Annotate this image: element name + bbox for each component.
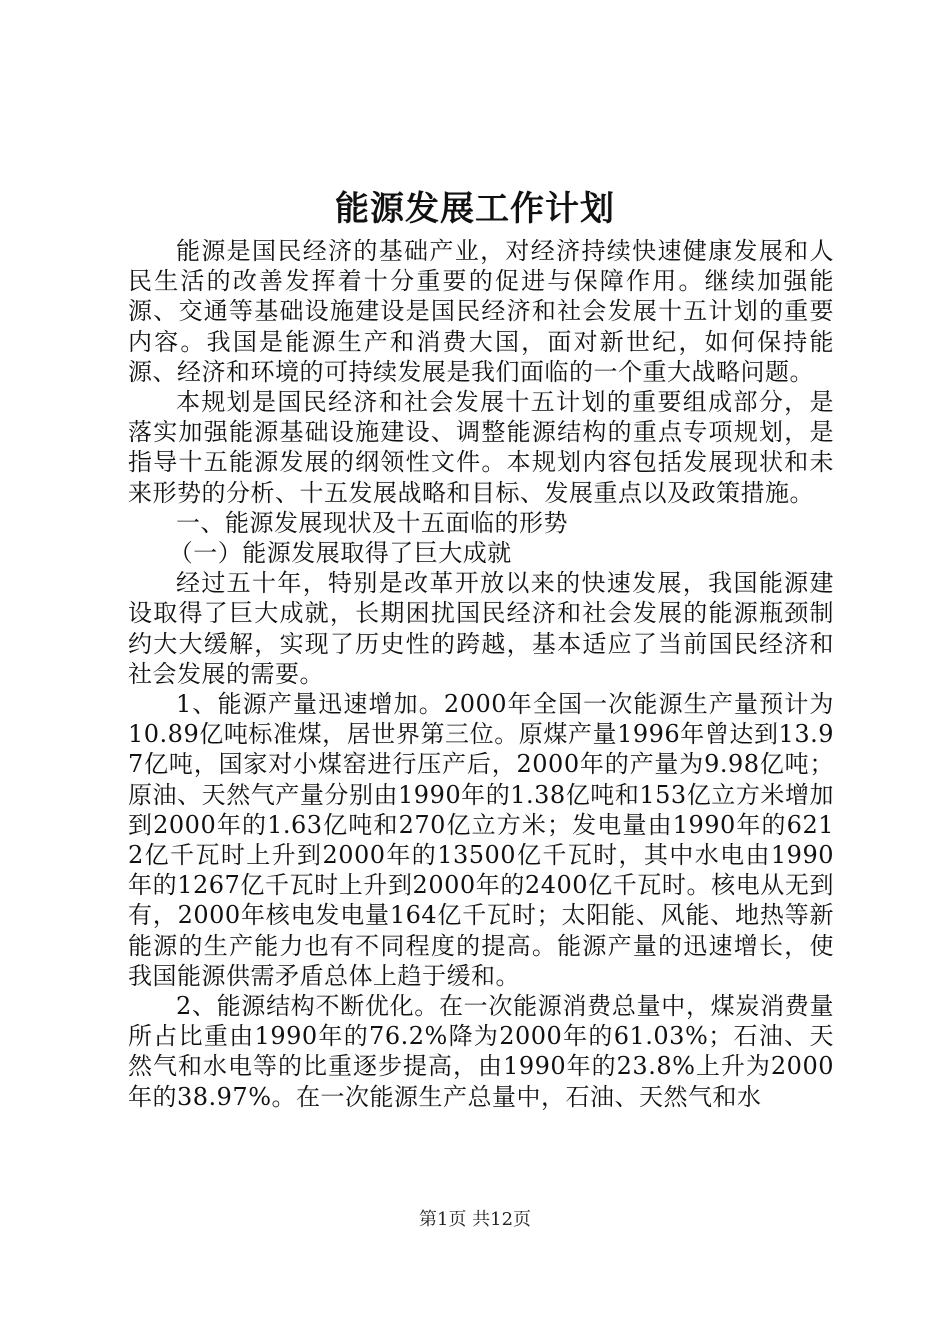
paragraph-intro: 能源是国民经济的基础产业，对经济持续快速健康发展和人民生活的改善发挥着十分重要的促进与保障作用。继续加强能源、交通等基础设施建设是国民经济和社会发展十五计划的重要内容。我国是能源生产和消费大国，面对新世纪，如何保持能源、经济和环境的可持续发展是我们面临的一个重大战略问题。 xyxy=(128,237,834,386)
page-number: 第1页 共12页 xyxy=(418,1209,532,1230)
paragraph-production: 1、能源产量迅速增加。2000年全国一次能源生产量预计为10.89亿吨标准煤，居世界第三位。原煤产量1996年曾达到13.97亿吨，国家对小煤窑进行压产后，2000年的产量为9.98亿吨；原油、天然气产量分别由1990年的1.38亿吨和153亿立方米增加到2000年的1.63亿吨和270亿立方米；发电量由1990年的6212亿千瓦时上升到2000年的13500亿千瓦时，其中水电由1990年的1267亿千瓦时上升到2000年的2400亿千瓦时。核电从无到有，2000年核电发电量164亿千瓦时；太阳能、风能、地热等新能源的生产能力也有不同程度的提高。能源产量的迅速增长，使我国能源供需矛盾总体上趋于缓和。 xyxy=(128,690,834,990)
document-body xyxy=(128,236,834,1112)
paragraph-plan-scope: 本规划是国民经济和社会发展十五计划的重要组成部分，是落实加强能源基础设施建设、调整能源结构的重点专项规划，是指导十五能源发展的纲领性文件。本规划内容包括发展现状和未来形势的分析、十五发展战略和目标、发展重点以及政策措施。 xyxy=(128,388,834,507)
paragraph-structure: 2、能源结构不断优化。在一次能源消费总量中，煤炭消费量所占比重由1990年的76.2%降为2000年的61.03%；石油、天然气和水电等的比重逐步提高，由1990年的23.8%上升为2000年的38.97%。在一次能源生产总量中，石油、天然气和水 xyxy=(128,992,834,1111)
paragraph-achievements: 经过五十年，特别是改革开放以来的快速发展，我国能源建设取得了巨大成就，长期困扰国民经济和社会发展的能源瓶颈制约大大缓解，实现了历史性的跨越，基本适应了当前国民经济和社会发展的需要。 xyxy=(128,569,834,688)
subsection-heading: （一）能源发展取得了巨大成就 xyxy=(168,539,512,568)
document-title: 能源发展工作计划 xyxy=(335,189,615,229)
section-heading: 一、能源发展现状及十五面临的形势 xyxy=(176,508,568,537)
page-footer xyxy=(0,1208,950,1232)
